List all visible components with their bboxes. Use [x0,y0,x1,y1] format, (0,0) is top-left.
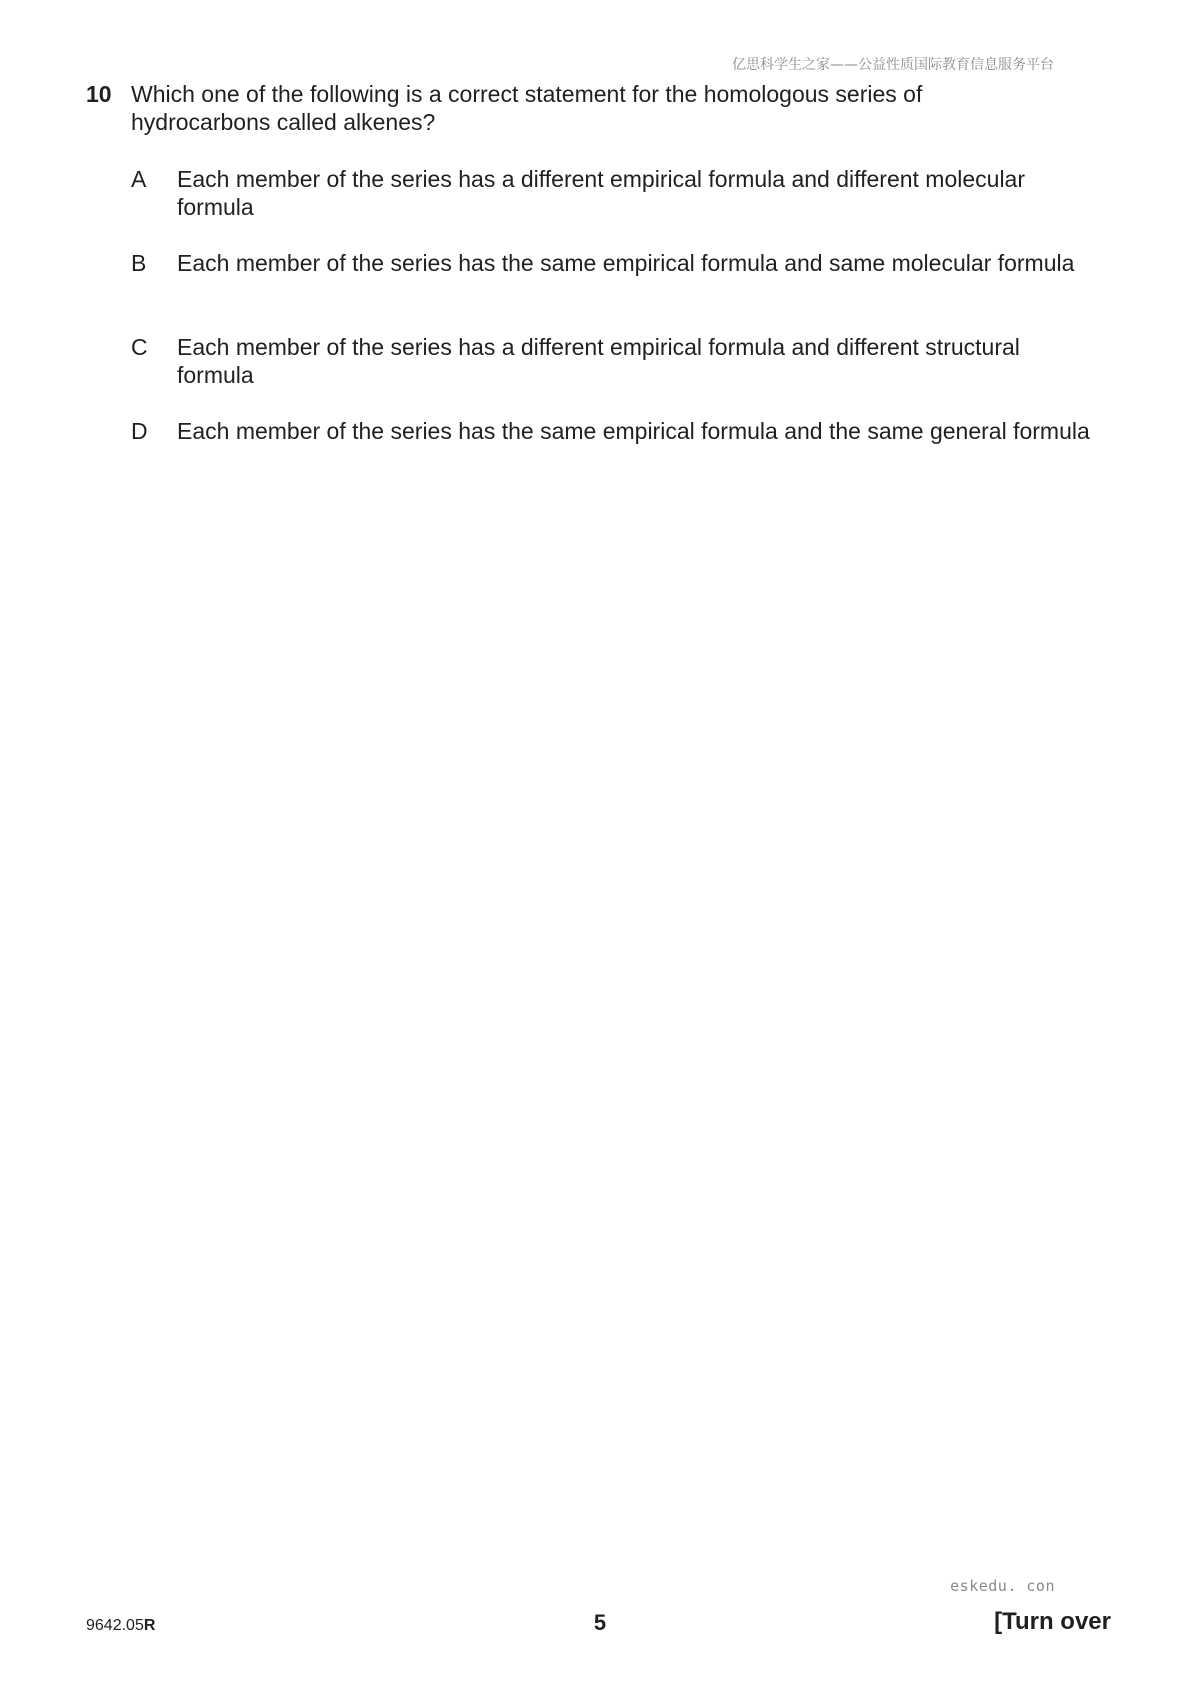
paper-code [86,1617,155,1635]
option-text: Each member of the series has a different empirical formula and different molecular formula [177,166,1026,220]
option-a [131,165,1096,249]
option-letter: C [131,334,148,360]
paper-code-main: 9642.05 [86,1617,144,1634]
question-text: Which one of the following is a correct statement for the homologous series of hydrocarbons called alkenes? [131,81,923,135]
option-text: Each member of the series has a different empirical formula and different structural formula [177,334,1020,388]
option-b [131,249,1096,333]
paper-code-suffix: R [143,1617,156,1634]
question-number: 10 [86,81,112,107]
option-text: Each member of the series has the same empirical formula and the same general formula [177,418,1090,444]
page-number: 5 [593,1610,607,1635]
header-watermark: 亿思科学生之家——公益性质国际教育信息服务平台 [732,57,1054,73]
option-letter: B [131,250,147,276]
option-d [131,417,1096,501]
footer-watermark: eskedu. con [950,1577,1055,1595]
option-c [131,333,1096,417]
option-letter: A [131,166,147,192]
turn-over-label: [Turn over [994,1608,1111,1635]
option-text: Each member of the series has the same empirical formula and same molecular formula [177,250,1075,276]
option-letter: D [131,418,148,444]
answer-options [131,165,1096,501]
